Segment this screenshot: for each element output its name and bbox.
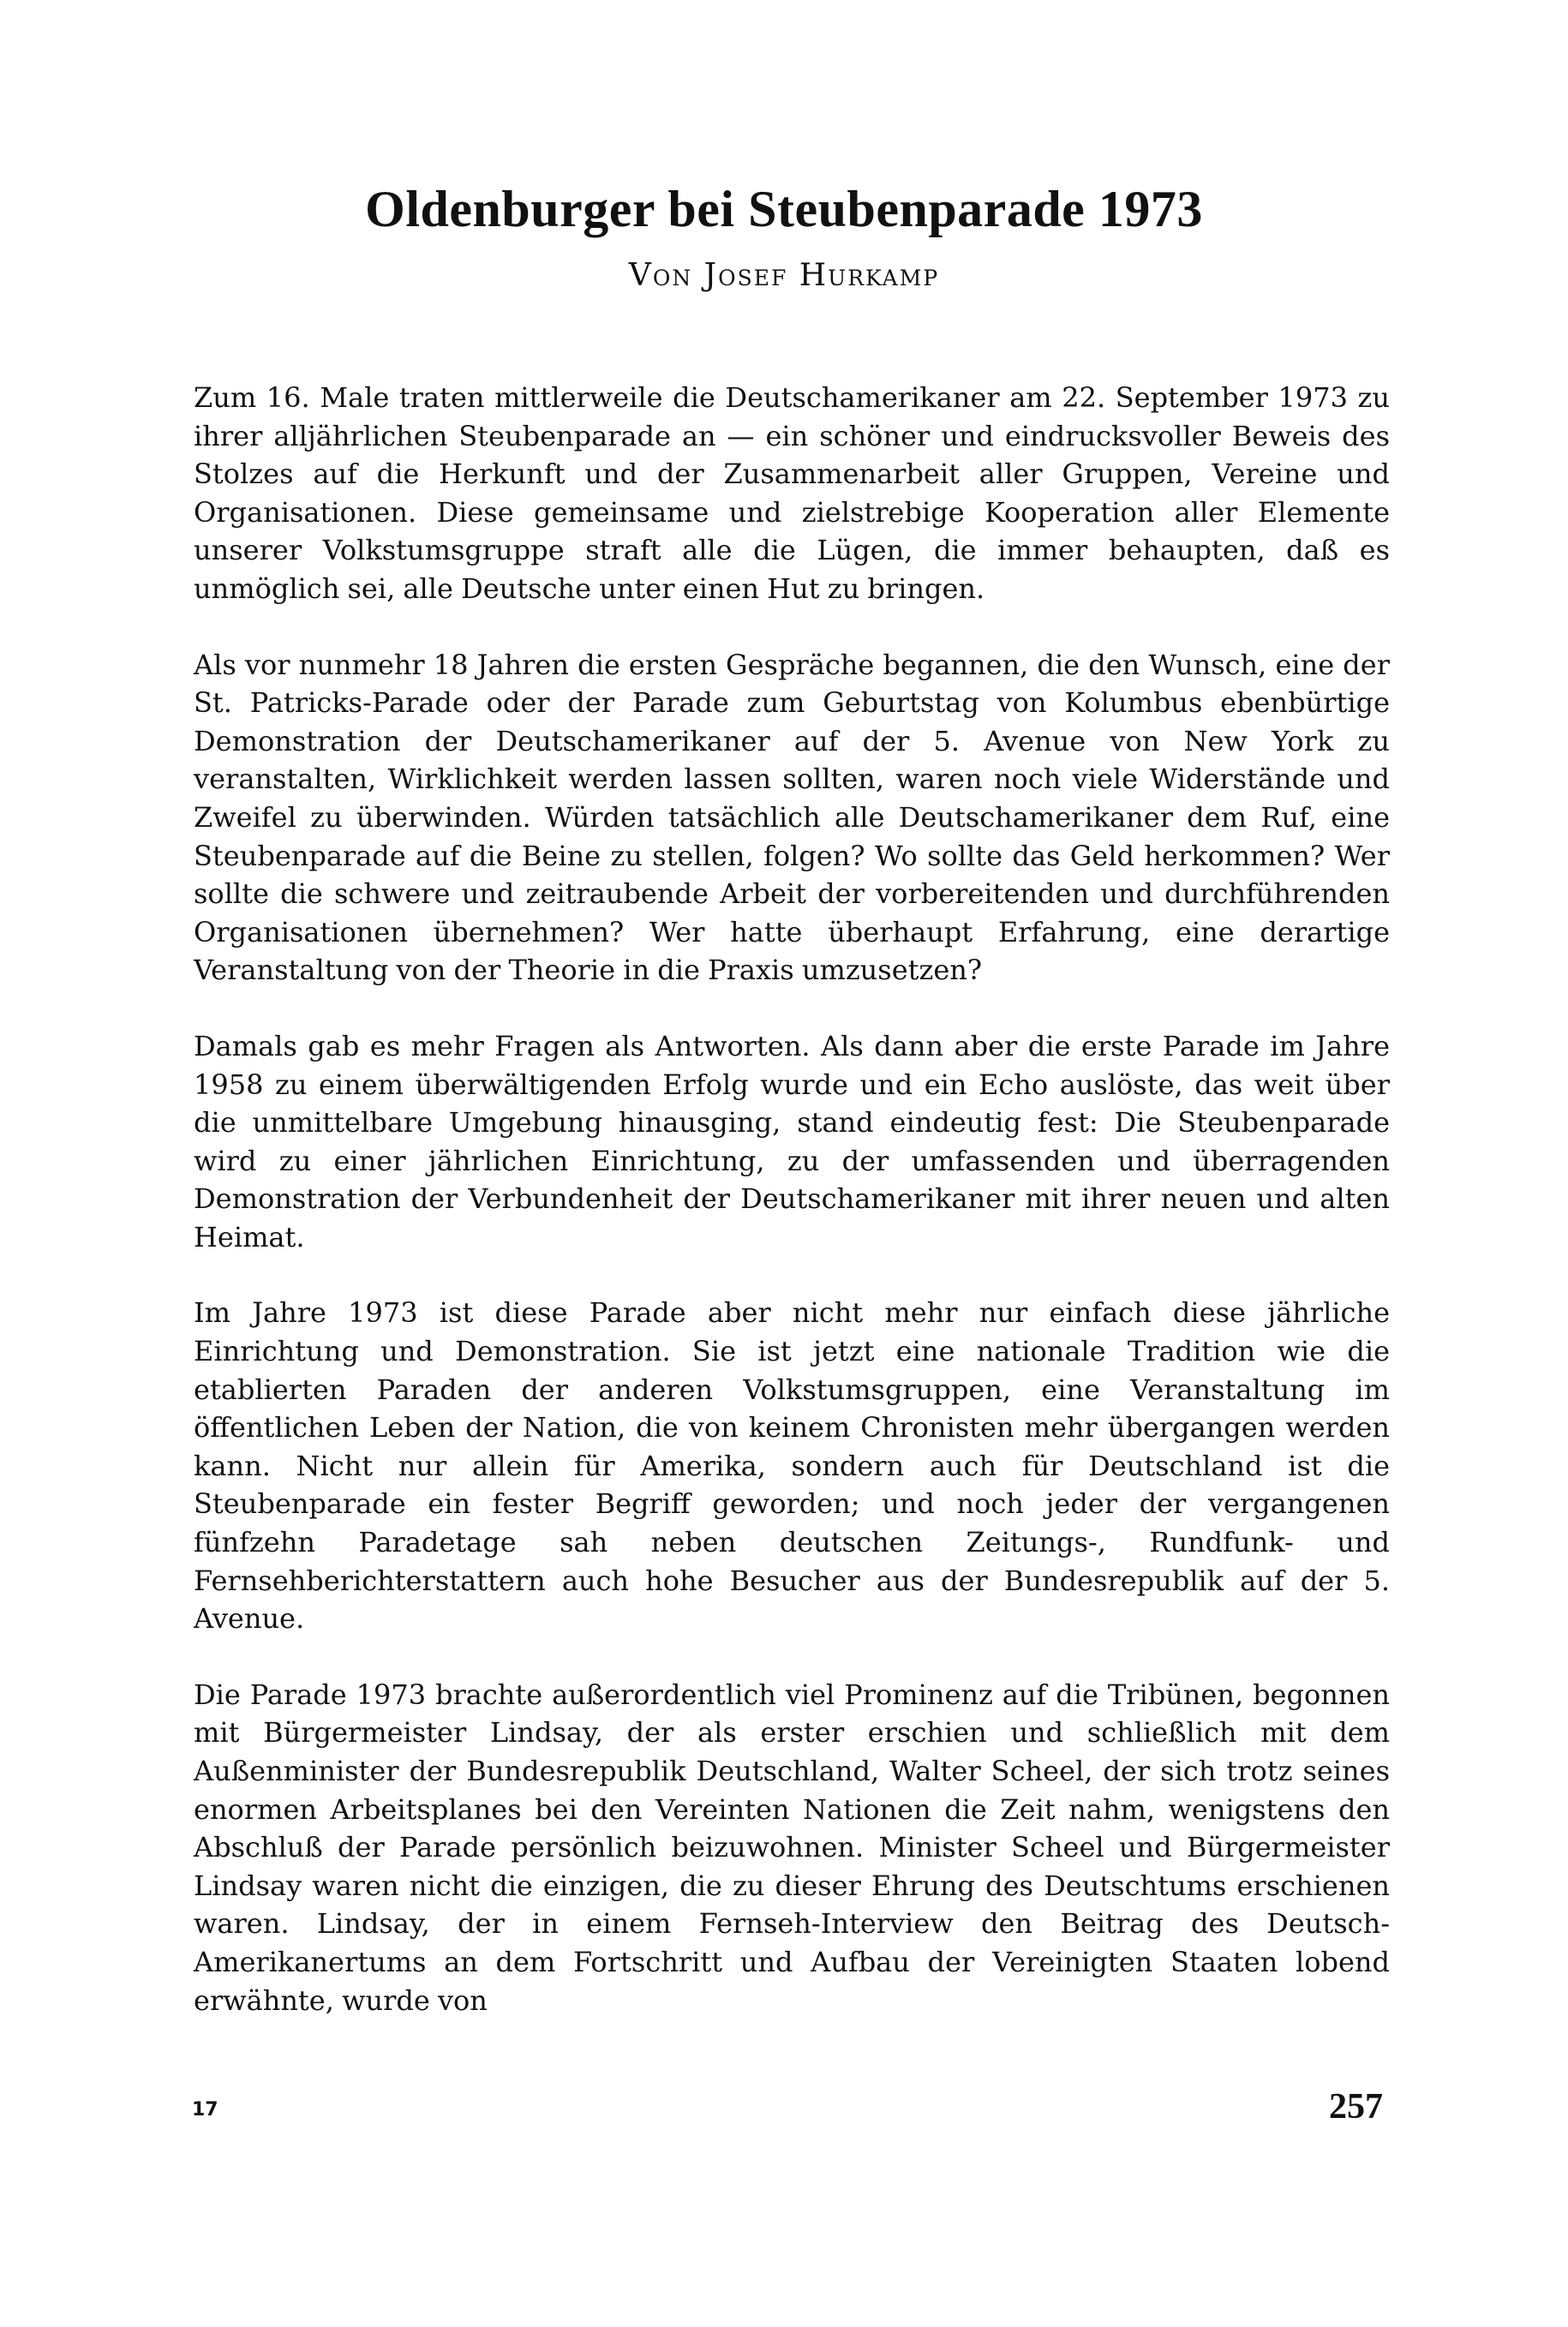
article-title: Oldenburger bei Steubenparade 1973 bbox=[365, 181, 1203, 237]
paragraph: Die Parade 1973 brachte außerordentlich viel Prominenz auf die Tribünen, begonnen mit Bürgermeister Lindsay, der als erster erschien und schließlich mit dem Außenminister der Bundesrepublik Deutschland, Walter Scheel, der sich trotz seines enormen Arbeitsplanes bei den Vereinten Nationen die Zeit nahm, wenigstens den Abschluß der Parade persönlich beizuwohnen. Minister Scheel und Bürgermeister Lindsay waren nicht die einzigen, die zu dieser Ehrung des Deutschtums erschienen waren. Lindsay, der in einem Fernseh-Interview den Beitrag des Deutsch-Amerikanertums an dem Fortschritt und Aufbau der Vereinigten Staaten lobend erwähnte, wurde von bbox=[194, 1678, 1390, 2017]
paragraph: Im Jahre 1973 ist diese Parade aber nicht mehr nur einfach diese jährliche Einrichtung und Demonstration. Sie ist jetzt eine nationale Tradition wie die etablierten Paraden der anderen Volkstumsgruppen, eine Veranstaltung im öffentlichen Leben der Nation, die von keinem Chronisten mehr übergangen werden kann. Nicht nur allein für Amerika, sondern auch für Deutschland ist die Steubenparade ein fester Begriff geworden; und noch jeder der vergangenen fünfzehn Paradetage sah neben deutschen Zeitungs-, Rundfunk- und Fernsehberichterstattern auch hohe Besucher aus der Bundesrepublik auf der 5. Avenue. bbox=[194, 1296, 1390, 1636]
article-byline: Von Josef Hurkamp bbox=[628, 258, 940, 293]
paragraph: Als vor nunmehr 18 Jahren die ersten Gespräche begannen, die den Wunsch, eine der St. Patricks-Parade oder der Parade zum Geburtstag von Kolumbus ebenbürtige Demonstration der Deutschamerikaner auf der 5. Avenue von New York zu veranstalten, Wirklichkeit werden lassen sollten, waren noch viele Widerstände und Zweifel zu überwinden. Würden tatsächlich alle Deutschamerikaner dem Ruf, eine Steubenparade auf die Beine zu stellen, folgen? Wo sollte das Geld herkommen? Wer sollte die schwere und zeitraubende Arbeit der vorbereitenden und durchführenden Organisationen übernehmen? Wer hatte überhaupt Erfahrung, eine derartige Veranstaltung von der Theorie in die Praxis umzusetzen? bbox=[194, 648, 1390, 987]
paragraph: Zum 16. Male traten mittlerweile die Deutschamerikaner am 22. September 1973 zu ihrer alljährlichen Steubenparade an — ein schöner und eindrucksvoller Beweis des Stolzes auf die Herkunft und der Zusammenarbeit aller Gruppen, Vereine und Organisationen. Diese gemeinsame und zielstrebige Kooperation aller Elemente unserer Volkstumsgruppe straft alle die Lügen, die immer behaupten, daß es unmöglich sei, alle Deutsche unter einen Hut zu bringen. bbox=[194, 381, 1390, 605]
page-number: 257 bbox=[1329, 2087, 1383, 2127]
signature-mark: 17 bbox=[192, 2099, 218, 2121]
article-body bbox=[194, 379, 1390, 2057]
paragraph: Damals gab es mehr Fragen als Antworten. Als dann aber die erste Parade im Jahre 1958 zu einem überwältigenden Erfolg wurde und ein Echo auslöste, das weit über die unmittelbare Umgebung hinausging, stand eindeutig fest: Die Steubenparade wird zu einer jährlichen Einrichtung, zu der umfassenden und überragenden Demonstration der Verbundenheit der Deutschamerikaner mit ihrer neuen und alten Heimat. bbox=[194, 1029, 1390, 1253]
